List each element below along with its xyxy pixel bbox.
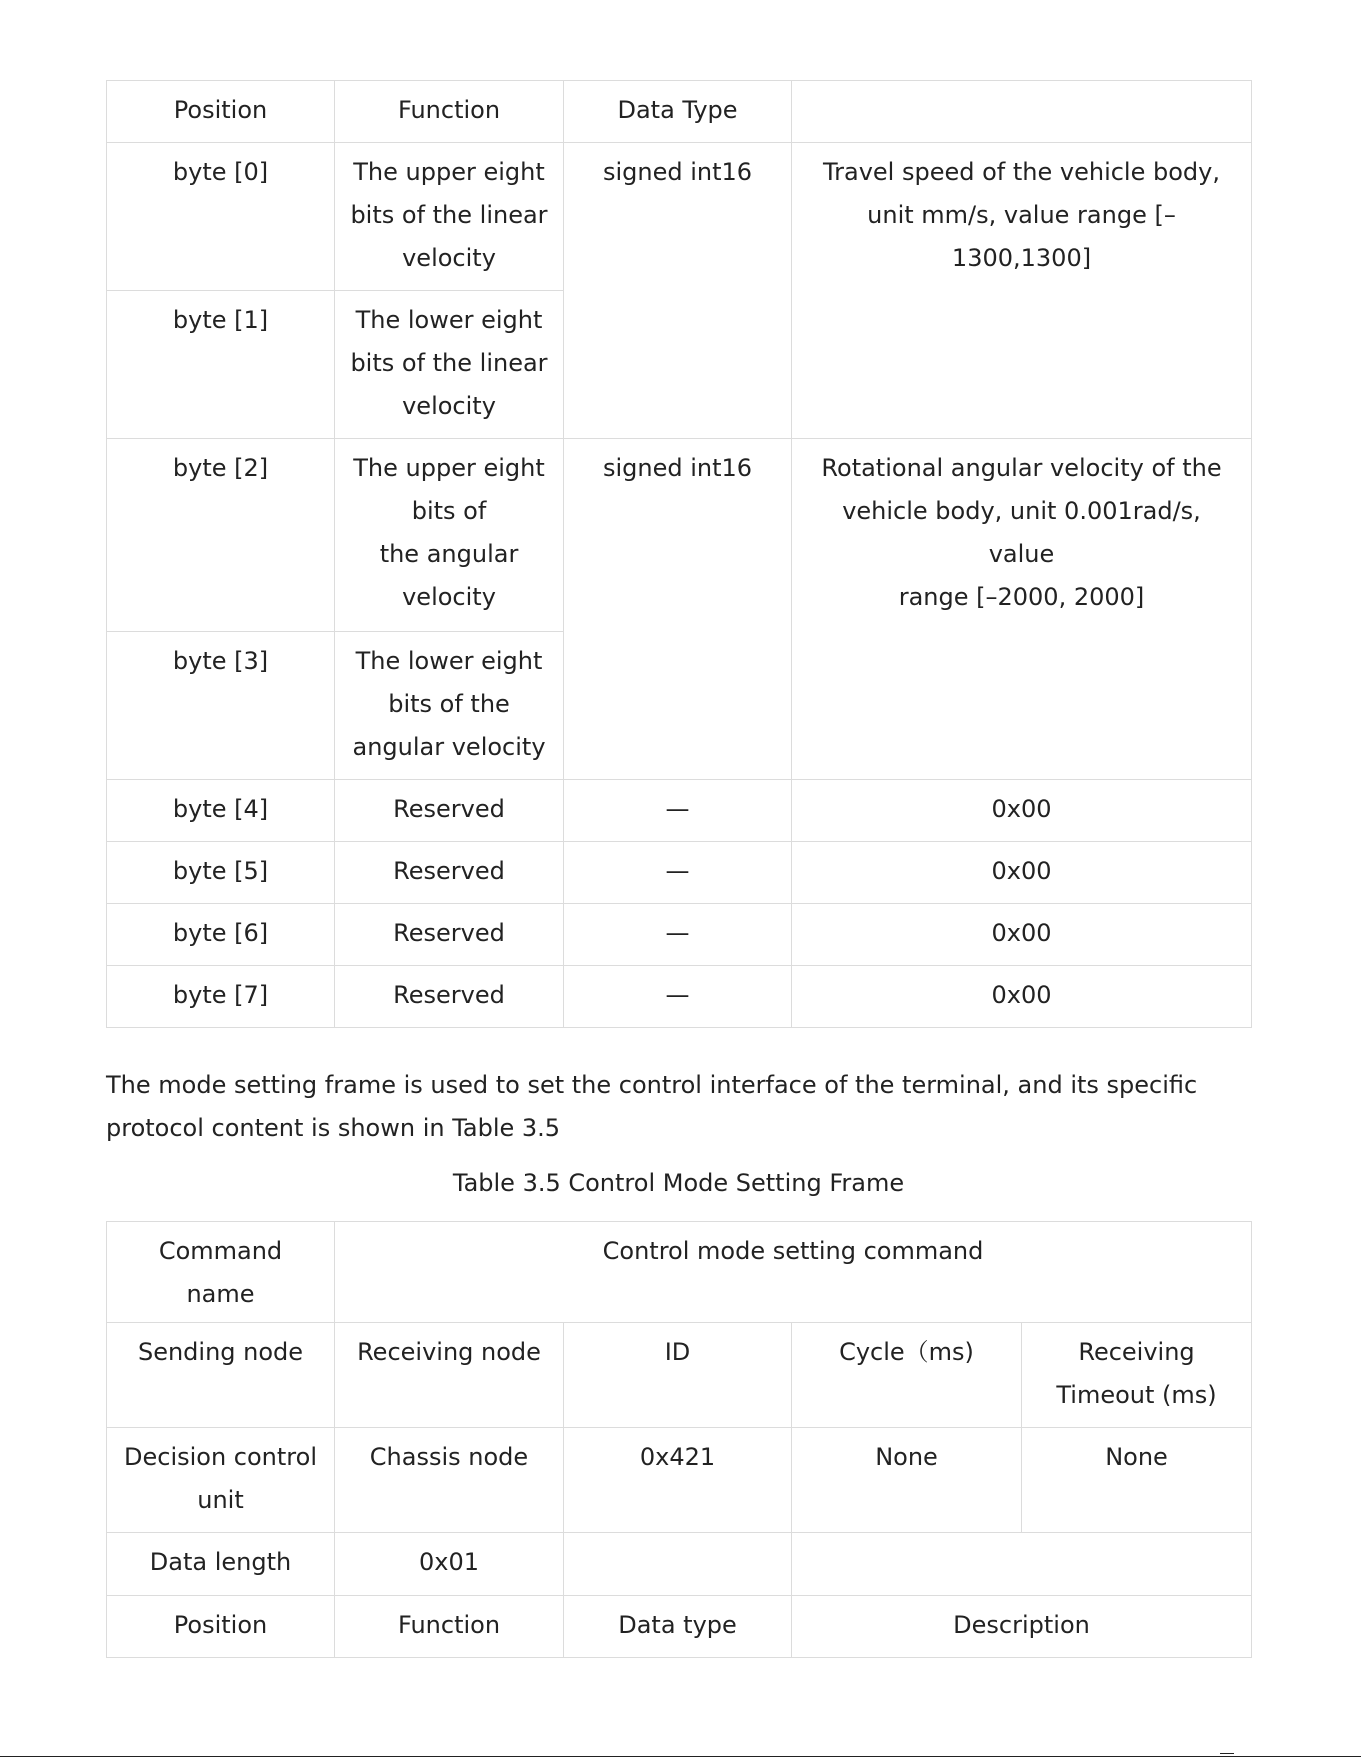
cell-receiving-timeout: None	[1022, 1428, 1252, 1533]
table-header-row	[107, 1323, 1252, 1428]
control-mode-table	[106, 1221, 1252, 1658]
header-data-type: Data Type	[564, 81, 792, 143]
table-row	[107, 966, 1252, 1028]
cell-position: byte [1]	[107, 291, 335, 439]
header-position: Position	[107, 81, 335, 143]
cell-position: byte [6]	[107, 904, 335, 966]
cell-receiving-node: Chassis node	[335, 1428, 564, 1533]
cell-description: 0x00	[792, 904, 1252, 966]
cell-description: 0x00	[792, 842, 1252, 904]
cell-position: byte [5]	[107, 842, 335, 904]
cell-position: byte [3]	[107, 632, 335, 780]
footer-mark	[1220, 1753, 1234, 1754]
cell-data-type: —	[564, 904, 792, 966]
cell-position: byte [7]	[107, 966, 335, 1028]
cell-position: byte [4]	[107, 780, 335, 842]
table-row	[107, 842, 1252, 904]
header-cycle: Cycle（ms)	[792, 1323, 1022, 1428]
field-header-row	[107, 1596, 1252, 1658]
cell-data-type: —	[564, 780, 792, 842]
cell-function: The upper eight bits of the angular velocity	[335, 439, 564, 632]
data-length-value: 0x01	[335, 1533, 564, 1596]
cell-function: The upper eight bits of the linear velocity	[335, 143, 564, 291]
cell-cycle: None	[792, 1428, 1022, 1533]
cell-data-type: —	[564, 966, 792, 1028]
command-name-label: Command name	[107, 1222, 335, 1323]
header-id: ID	[564, 1323, 792, 1428]
header-sending-node: Sending node	[107, 1323, 335, 1428]
cell-function: Reserved	[335, 966, 564, 1028]
cell-description: 0x00	[792, 780, 1252, 842]
footer-rule	[0, 1756, 1361, 1757]
cell-position: byte [0]	[107, 143, 335, 291]
cell-data-type: signed int16	[564, 439, 792, 780]
byte-layout-table	[106, 80, 1252, 1028]
header-description: Description	[792, 1596, 1252, 1658]
header-position: Position	[107, 1596, 335, 1658]
cell-position: byte [2]	[107, 439, 335, 632]
cell-description: Travel speed of the vehicle body, unit mm/s, value range [–1300,1300]	[792, 143, 1252, 439]
table-row	[107, 904, 1252, 966]
empty-cell	[564, 1533, 792, 1596]
cell-data-type: signed int16	[564, 143, 792, 439]
table-row	[107, 439, 1252, 632]
cell-function: The lower eight bits of the angular velocity	[335, 632, 564, 780]
cell-function: Reserved	[335, 780, 564, 842]
command-name-row	[107, 1222, 1252, 1323]
empty-cell	[792, 1533, 1252, 1596]
cell-sending-node: Decision control unit	[107, 1428, 335, 1533]
table-row	[107, 143, 1252, 291]
data-length-label: Data length	[107, 1533, 335, 1596]
header-receiving-node: Receiving node	[335, 1323, 564, 1428]
table-caption: Table 3.5 Control Mode Setting Frame	[452, 1169, 905, 1197]
command-name-value: Control mode setting command	[335, 1222, 1252, 1323]
table-row	[107, 780, 1252, 842]
cell-function: The lower eight bits of the linear velocity	[335, 291, 564, 439]
cell-function: Reserved	[335, 842, 564, 904]
header-function: Function	[335, 1596, 564, 1658]
header-receiving-timeout: Receiving Timeout (ms)	[1022, 1323, 1252, 1428]
header-data-type: Data type	[564, 1596, 792, 1658]
cell-id: 0x421	[564, 1428, 792, 1533]
cell-function: Reserved	[335, 904, 564, 966]
cell-description: Rotational angular velocity of the vehicle body, unit 0.001rad/s, value range [–2000, 2000]	[792, 439, 1252, 780]
cell-description: 0x00	[792, 966, 1252, 1028]
header-function: Function	[335, 81, 564, 143]
body-paragraph: The mode setting frame is used to set the control interface of the terminal, and its specific protocol content is shown in Table 3.5	[106, 1071, 1198, 1142]
header-description	[792, 81, 1252, 143]
table-row	[107, 1428, 1252, 1533]
cell-data-type: —	[564, 842, 792, 904]
data-length-row	[107, 1533, 1252, 1596]
table-header-row	[107, 81, 1252, 143]
